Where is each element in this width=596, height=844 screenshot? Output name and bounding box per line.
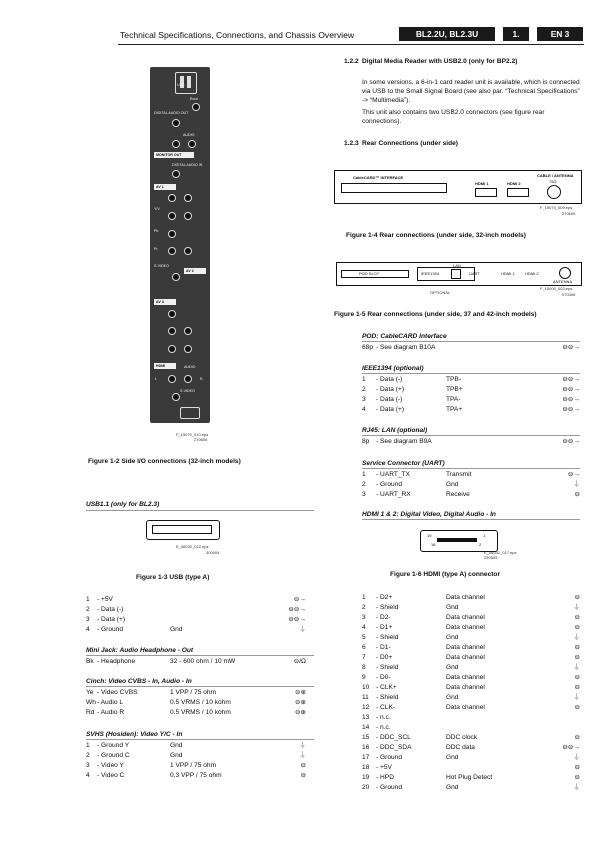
pin-name: - DDC_SDA [376,744,412,751]
signal-direction-icon: ⊖→ [293,596,306,603]
ieee-heading: IEEE1394 (optional) [362,365,424,372]
pin-name: - DDC_SCL [376,734,411,741]
pin-desc: 1 VPP / 75 ohm [170,689,217,696]
av3-jack [168,345,176,353]
pin-desc: Gnd [446,694,459,701]
section-title: Digital Media Reader with USB2.0 (only for BP2.2) [362,58,518,65]
signal-direction-icon: ⊖⊖→ [562,438,580,445]
antenna-label: CABLE / ANTENNA [537,173,574,178]
pin-name: - D2+ [376,594,393,601]
pin-desc: Gnd [170,742,183,749]
svhs-table [86,742,306,782]
pin-desc: Data channel [446,624,485,631]
pin-name: - Headphone [97,658,136,665]
figure-file-name: E_06532_017.eps [484,550,517,555]
pin-n: 1 [362,471,366,478]
pin-n: 2 [362,604,366,611]
pin-n: 3 [86,616,90,623]
signal-direction-icon: ⊖⊕ [294,689,306,696]
signal-direction-icon: ⏚ [573,481,580,488]
signal-direction-icon: ⊖ [574,734,580,741]
av3-jack [168,310,176,318]
pod-label: POD SLOT [359,271,380,276]
hdmi-pin-2: 2 [479,542,482,547]
figure-1-3-caption: Figure 1-3 USB (type A) [136,574,210,581]
panel-label: S-VIDEO [180,389,195,393]
pin-desc: 0.5 VRMS / 10 kohm [170,699,231,706]
pin-name: - D2- [376,614,391,621]
minijack-heading: Mini Jack: Audio Headphone - Out [86,647,194,654]
pin-desc: TPB- [446,376,462,383]
signal-direction-icon: ⏚ [573,664,580,671]
pin-n: 8 [362,664,366,671]
pin-n: 20 [362,784,370,791]
pin-name: - See diagram B9A [376,438,432,445]
pin-n: 2 [86,752,90,759]
panel-label: Rout [190,97,198,101]
panel-label: DIGITAL AUDIO OUT [154,111,189,115]
pin-desc: DDC data [446,744,475,751]
digital-audio-in-jack [172,170,180,178]
hdmi2-label: HDMI 2 [525,271,539,276]
pin-desc: Gnd [446,481,459,488]
signal-direction-icon: ⊖⊖→ [562,386,580,393]
pin-name: - Audio R [97,709,125,716]
signal-direction-icon: ⊖⊕ [294,699,306,706]
pin-desc: Data channel [446,684,485,691]
pin-n: 3 [362,614,366,621]
side-io-panel-figure [150,67,210,423]
paragraph: In some versions, a 6-in-1 card reader unit is available, which is connected via USB to the Small Signal Board (see also par. “Technical Specifications” -> “Multimedia”). [362,79,580,104]
hdmi-pin-table [362,594,580,794]
figure-date: 270606 [194,437,208,442]
signal-direction-icon: ⊖ [574,684,580,691]
uart-label: UART [469,271,480,276]
panel-label: L [155,377,157,381]
antenna-sub-label: 75Ω [549,179,557,184]
figure-date: 300904 [206,550,220,555]
pin-desc: 0.3 VPP / 75 ohm [170,772,222,779]
pin-n: 3 [362,396,366,403]
pin-name: - See diagram B10A [376,344,436,351]
av3-jack [168,327,176,335]
figure-1-5-caption: Figure 1-5 Rear connections (under side, 37 and 42-inch models) [334,311,537,318]
pin-n: 2 [86,606,90,613]
usb-connector-drawing [146,520,220,540]
pin-desc: Data channel [446,644,485,651]
signal-direction-icon: ⊖ [574,704,580,711]
pin-desc: 32 - 600 ohm / 10 mW [170,658,236,665]
section-rule [362,468,580,469]
pin-name: - D1+ [376,624,393,631]
pin-n: 17 [362,754,370,761]
pin-name: - Data (+) [376,386,405,393]
pin-n: 5 [362,634,366,641]
panel-label: S-VIDEO [154,264,169,268]
signal-direction-icon: ⊖ [574,774,580,781]
paragraph: This unit also contains two USB2.0 connectors (see figure rear connections). [362,109,545,125]
av1-jack [184,247,192,255]
pin-n: 10 [362,684,370,691]
signal-direction-icon: ⊖⊕ [294,709,306,716]
pin-n: 3 [362,491,366,498]
signal-direction-icon: ⊖ [574,764,580,771]
pin-n: 4 [86,772,90,779]
pin-name: - Ground [97,626,124,633]
pin-desc: Gnd [170,752,183,759]
panel-label: Pr [154,247,158,251]
panel-label: USB [177,83,185,87]
figure-1-2-caption: Figure 1-2 Side I/O connections (32-inch models) [88,458,241,465]
section-rule [362,519,580,520]
figure-date: 070306 [562,292,576,297]
pin-desc: Data channel [446,654,485,661]
pin-n: 4 [362,624,366,631]
rj45-table [362,438,580,448]
signal-direction-icon: ⊖ [574,654,580,661]
signal-direction-icon: ⊖⊖→ [562,344,580,351]
av1-jack [168,247,176,255]
section-number: 1.2.2 [344,58,359,65]
page-header-title: Technical Specifications, Connections, and Chassis Overview [120,30,355,40]
pin-name: - CLK+ [376,684,397,691]
pin-name: - Shield [376,664,399,671]
pin-name: - Data (+) [376,406,405,413]
pin-desc: TPB+ [446,386,463,393]
pin-name: - Video Y [97,762,124,769]
pod-table [362,344,580,354]
section-rule [86,655,314,656]
pin-desc: Gnd [446,784,459,791]
pin-name: - +5V [376,764,392,771]
signal-direction-icon: ⊖ [574,491,580,498]
pin-n: 3 [86,762,90,769]
signal-direction-icon: ⊖→ [567,471,580,478]
pod-heading: POD: CableCARD Interface [362,333,447,340]
header-rule [118,44,584,45]
uart-heading: Service Connector (UART) [362,460,445,467]
cinch-heading: Cinch: Video CVBS - In, Audio - In [86,678,192,685]
signal-direction-icon: ⊖ [574,624,580,631]
audio-jack [184,375,192,383]
pin-desc: 0.5 VRMS / 10 kohm [170,709,231,716]
cablecard-slot [341,183,447,193]
rj45-heading: RJ45: LAN (optional) [362,427,428,434]
pin-name: - CLK- [376,704,396,711]
pin-n: 6 [362,644,366,651]
pin-name: - Ground [376,481,403,488]
av3-jack [184,345,192,353]
pin-name: - Ground C [97,752,130,759]
usb-slot [187,76,191,88]
pin-n: Bk [86,658,94,665]
hdmi-pin-strip [437,538,477,542]
pin-name: - D0- [376,674,391,681]
break-mark [447,171,455,203]
figure-file-name: E_06532_022.eps [176,544,209,549]
pin-n: 1 [362,376,366,383]
digital-audio-out-jack [172,119,180,127]
panel-label: Y/V [154,207,160,211]
pin-n: Wh [86,699,96,706]
section-rule [86,739,314,740]
figure-1-6-caption: Figure 1-6 HDMI (type A) connector [390,571,501,578]
signal-direction-icon: ⊖ [574,674,580,681]
antenna-label: ANTENNA [553,279,573,284]
optional-label: OPTIONAL [430,290,451,295]
signal-direction-icon: ⏚ [573,694,580,701]
hdmi-heading: HDMI 1 & 2: Digital Video, Digital Audio - In [362,511,496,518]
cinch-table [86,689,306,719]
section-rule [86,686,314,687]
pin-n: 7 [362,654,366,661]
rear-connections-32-drawing [334,170,582,204]
pin-n: 8p [362,438,370,445]
pin-desc: Data channel [446,614,485,621]
pin-name: - Shield [376,604,399,611]
audio-jack [168,375,176,383]
pin-desc: Data channel [446,704,485,711]
signal-direction-icon: ⊖⊖→ [288,606,306,613]
section-title: Rear Connections (under side) [362,140,458,147]
pin-name: - D0+ [376,654,393,661]
pin-desc: Receive [446,491,470,498]
pin-name: - Ground Y [97,742,130,749]
pin-name: - Audio L [97,699,124,706]
av1-jack [168,230,176,238]
lan-label: LAN [453,263,461,268]
signal-direction-icon: ⊖ [574,644,580,651]
hdmi2-label: HDMI 2 [507,181,521,186]
pin-name: - D1- [376,644,391,651]
pin-desc: Data channel [446,674,485,681]
panel-label: Pb [154,229,159,233]
signal-direction-icon: ⏚ [299,626,306,633]
pin-name: - Data (-) [376,396,403,403]
signal-direction-icon: ⊖ [574,614,580,621]
antenna-connector [559,267,571,279]
hdmi1-port [475,188,497,197]
pin-name: - UART_RX [376,491,411,498]
figure-date: 270606 [562,211,576,216]
pin-name: - UART_TX [376,471,410,478]
pin-n: 14 [362,724,370,731]
monitor-out-band: MONITOR OUT [154,152,194,158]
pin-n: 12 [362,704,370,711]
pin-name: - Ground [376,754,403,761]
pin-desc: Gnd [446,664,459,671]
signal-direction-icon: ⊖⊖→ [562,376,580,383]
hdmi2-port [507,188,529,197]
minijack-table [86,658,306,668]
pin-n: 4 [86,626,90,633]
pin-name: - Video CVBS [97,689,138,696]
signal-direction-icon: ⊖ [300,762,306,769]
hdmi-pin-1: 1 [483,533,486,538]
pin-name: - Shield [376,634,399,641]
lan-port [451,269,461,279]
pin-n: Rd [86,709,95,716]
pin-n: 4 [362,406,366,413]
figure-file-name: F_15070_010.eps [176,432,209,437]
panel-label: R [200,377,203,381]
pin-n: 1 [86,596,90,603]
pin-n: 11 [362,694,369,701]
signal-direction-icon: ⏚ [573,634,580,641]
figure-1-4-caption: Figure 1-4 Rear connections (under side, 32-inch models) [346,232,526,239]
av1-jack [168,212,176,220]
pin-name: - n.c. [376,714,391,721]
pin-name: - Ground [376,784,403,791]
pin-desc: Hot Plug Detect [446,774,493,781]
pin-name: - Video C [97,772,125,779]
av1-band: AV 1 [154,184,176,190]
cablecard-label: CableCARD™ INTERFACE [353,175,404,180]
pin-desc: TPA- [446,396,461,403]
hdmi-pin-18: 18 [431,542,436,547]
hdmi-pin-19: 19 [427,533,432,538]
hdmi-connector-drawing [420,530,498,552]
pin-n: 19 [362,774,370,781]
hdmi1-label: HDMI 1 [475,181,489,186]
pin-n: 15 [362,734,370,741]
signal-direction-icon: ⏚ [299,742,306,749]
signal-direction-icon: ⏚ [573,604,580,611]
pin-n: 2 [362,386,366,393]
page-number-badge: EN 3 [537,27,583,41]
usb-pin-table [86,596,306,636]
section-rule [362,373,580,374]
signal-direction-icon: ⊖⊖→ [562,744,580,751]
panel-label: AUDIO [183,133,195,137]
pin-n: 68p [362,344,374,351]
pin-n: 2 [362,481,366,488]
pin-desc: Gnd [446,634,459,641]
pin-n: 1 [362,594,366,601]
signal-direction-icon: ⏚ [573,784,580,791]
pin-n: 13 [362,714,370,721]
av3-jack [184,327,192,335]
headphone-jack-frame [180,407,200,419]
pin-desc: Gnd [446,754,459,761]
av1-jack [184,212,192,220]
pin-n: Ye [86,689,94,696]
pin-n: 18 [362,764,370,771]
rear-connections-37-42-drawing [336,262,582,286]
av1-jack [168,194,176,202]
av2-band: AV 2 [184,268,206,274]
usb-connector-tongue [152,525,212,534]
pin-desc: Data channel [446,594,485,601]
signal-direction-icon: ⊖⊖→ [562,396,580,403]
ieee-table [362,376,580,416]
svideo-jack [172,393,180,401]
signal-direction-icon: ⊖ [300,772,306,779]
section-number: 1.2.3 [344,140,359,147]
av1-jack [184,194,192,202]
signal-direction-icon: ⊖⊖→ [288,616,306,623]
chapter-badge: 1. [503,27,529,41]
pin-name: - Data (-) [97,606,124,613]
svideo-jack [172,273,180,281]
signal-direction-icon: ⊖⊖→ [562,406,580,413]
pin-name: - n.c. [376,724,391,731]
model-badge: BL2.2U, BL2.3U [399,27,495,41]
signal-direction-icon: ⊖/Ω [293,658,306,665]
signal-direction-icon: ⏚ [299,752,306,759]
pin-desc: DDC clock [446,734,478,741]
audio-r-jack [188,140,196,148]
av3-band: AV 3 [154,299,176,305]
pin-name: - HPD [376,774,394,781]
pin-name: - Shield [376,694,399,701]
hdmi-band: HDMI [154,363,176,369]
audio-l-jack [172,140,180,148]
signal-direction-icon: ⏚ [573,754,580,761]
pin-desc: Gnd [170,626,183,633]
pin-desc: Transmit [446,471,472,478]
svhs-heading: SVHS (Hosiden): Video Y/C - In [86,731,183,738]
pin-n: 9 [362,674,366,681]
pin-n: 16 [362,744,370,751]
section-rule [86,510,314,511]
pin-desc: TPA+ [446,406,463,413]
pin-name: - Data (+) [97,616,126,623]
hdmi1-label: HDMI 1 [501,271,515,276]
panel-label: DIGITAL AUDIO IN [172,163,203,167]
pin-n: 1 [86,742,90,749]
rout-jack [192,103,200,111]
figure-date: 250505 [484,555,498,560]
usb-heading: USB1.1 (only for BL2.3) [86,501,160,508]
figure-file-name: F_15000_003.eps [540,286,573,291]
antenna-connector [547,185,561,199]
uart-table [362,471,580,501]
panel-label: AUDIO [184,365,196,369]
pin-desc: 1 VPP / 75 ohm [170,762,217,769]
pin-name: - +5V [97,596,113,603]
section-rule [362,341,580,342]
pin-desc: Gnd [446,604,459,611]
pin-name: - Data (-) [376,376,403,383]
section-rule [362,435,580,436]
figure-file-name: F_15070_009.eps [540,205,573,210]
ieee-label: IEEE1394 [421,271,440,276]
signal-direction-icon: ⊖ [574,594,580,601]
